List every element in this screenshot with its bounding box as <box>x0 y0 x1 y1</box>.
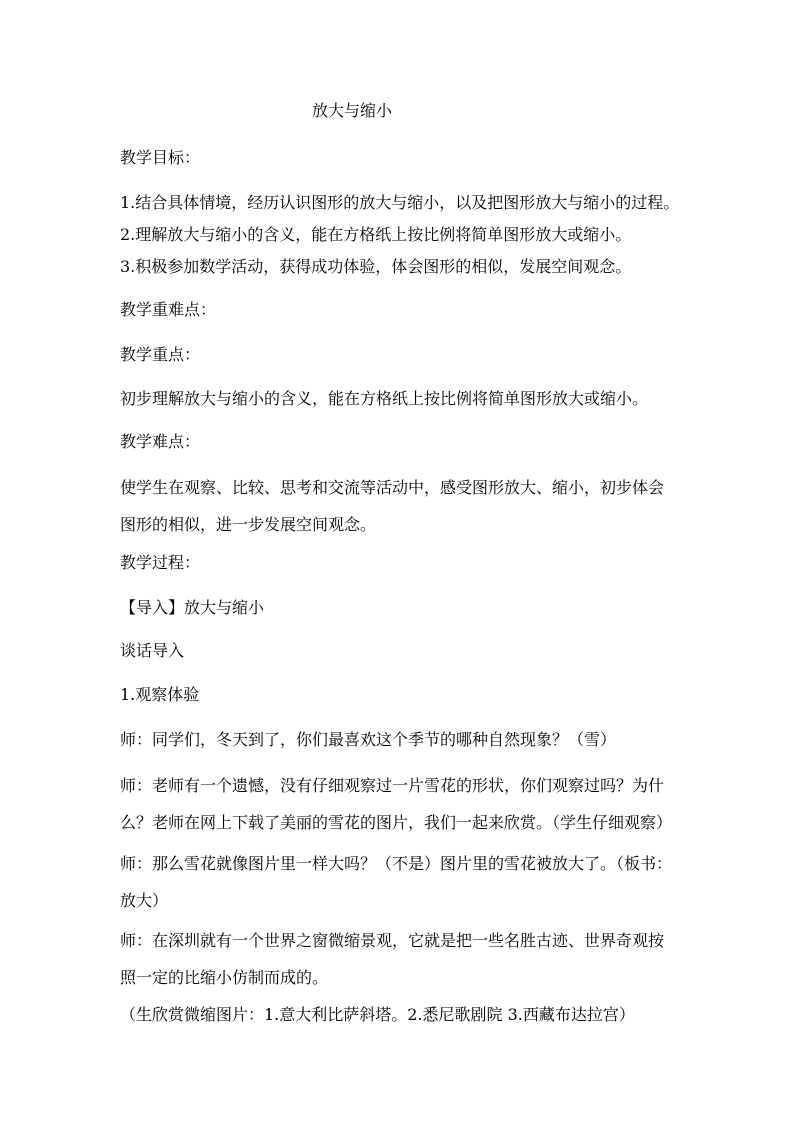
key-difficult-heading: 教学重难点： <box>120 300 217 319</box>
observe-heading: 1.观察体验 <box>120 685 200 704</box>
objective-item-1: 1.结合具体情境，经历认识图形的放大与缩小，以及把图形放大与缩小的过程。 <box>120 193 680 212</box>
process-heading: 教学过程： <box>120 553 201 572</box>
teacher-paragraph-2 <box>120 767 680 841</box>
teacher-4-line-1: 师：在深圳就有一个世界之窗微缩景观，它就是把一些名胜古迹、世界奇观按 <box>120 931 665 950</box>
teacher-paragraph-3 <box>120 845 680 919</box>
key-point-heading: 教学重点： <box>120 345 201 364</box>
difficult-point-line-1: 使学生在观察、比较、思考和交流等活动中，感受图形放大、缩小，初步体会 <box>120 478 665 497</box>
objective-item-3: 3.积极参加数学活动，获得成功体验，体会图形的相似，发展空间观念。 <box>120 257 632 276</box>
student-note: （生欣赏微缩图片：1.意大利比萨斜塔。2.悉尼歌剧院 3.西藏布达拉宫） <box>120 1005 635 1024</box>
difficult-point-heading: 教学难点： <box>120 432 201 451</box>
document-title: 放大与缩小 <box>312 101 393 120</box>
teacher-3-line-1: 师：那么雪花就像图片里一样大吗？（不是）图片里的雪花被放大了。（板书： <box>120 854 673 873</box>
key-point-text: 初步理解放大与缩小的含义，能在方格纸上按比例将简单图形放大或缩小。 <box>120 389 649 408</box>
teacher-line-1: 师：同学们，冬天到了，你们最喜欢这个季节的哪种自然现象？（雪） <box>120 730 617 749</box>
intro-heading: 【导入】放大与缩小 <box>120 598 265 617</box>
talk-intro: 谈话导入 <box>120 641 185 660</box>
teacher-3-line-2: 放大） <box>120 891 169 910</box>
difficult-point-line-2: 图形的相似，进一步发展空间观念。 <box>120 515 377 534</box>
objectives-heading: 教学目标： <box>120 148 201 167</box>
teacher-paragraph-4 <box>120 922 680 996</box>
teacher-2-line-2: 么？老师在网上下载了美丽的雪花的图片，我们一起来欣赏。（学生仔细观察） <box>120 813 673 832</box>
teacher-4-line-2: 照一定的比缩小仿制而成的。 <box>120 968 329 987</box>
objective-item-2: 2.理解放大与缩小的含义，能在方格纸上按比例将简单图形放大或缩小。 <box>120 225 632 244</box>
teacher-2-line-1: 师：老师有一个遗憾，没有仔细观察过一片雪花的形状，你们观察过吗？为什 <box>120 776 665 795</box>
difficult-point-text <box>120 469 680 543</box>
